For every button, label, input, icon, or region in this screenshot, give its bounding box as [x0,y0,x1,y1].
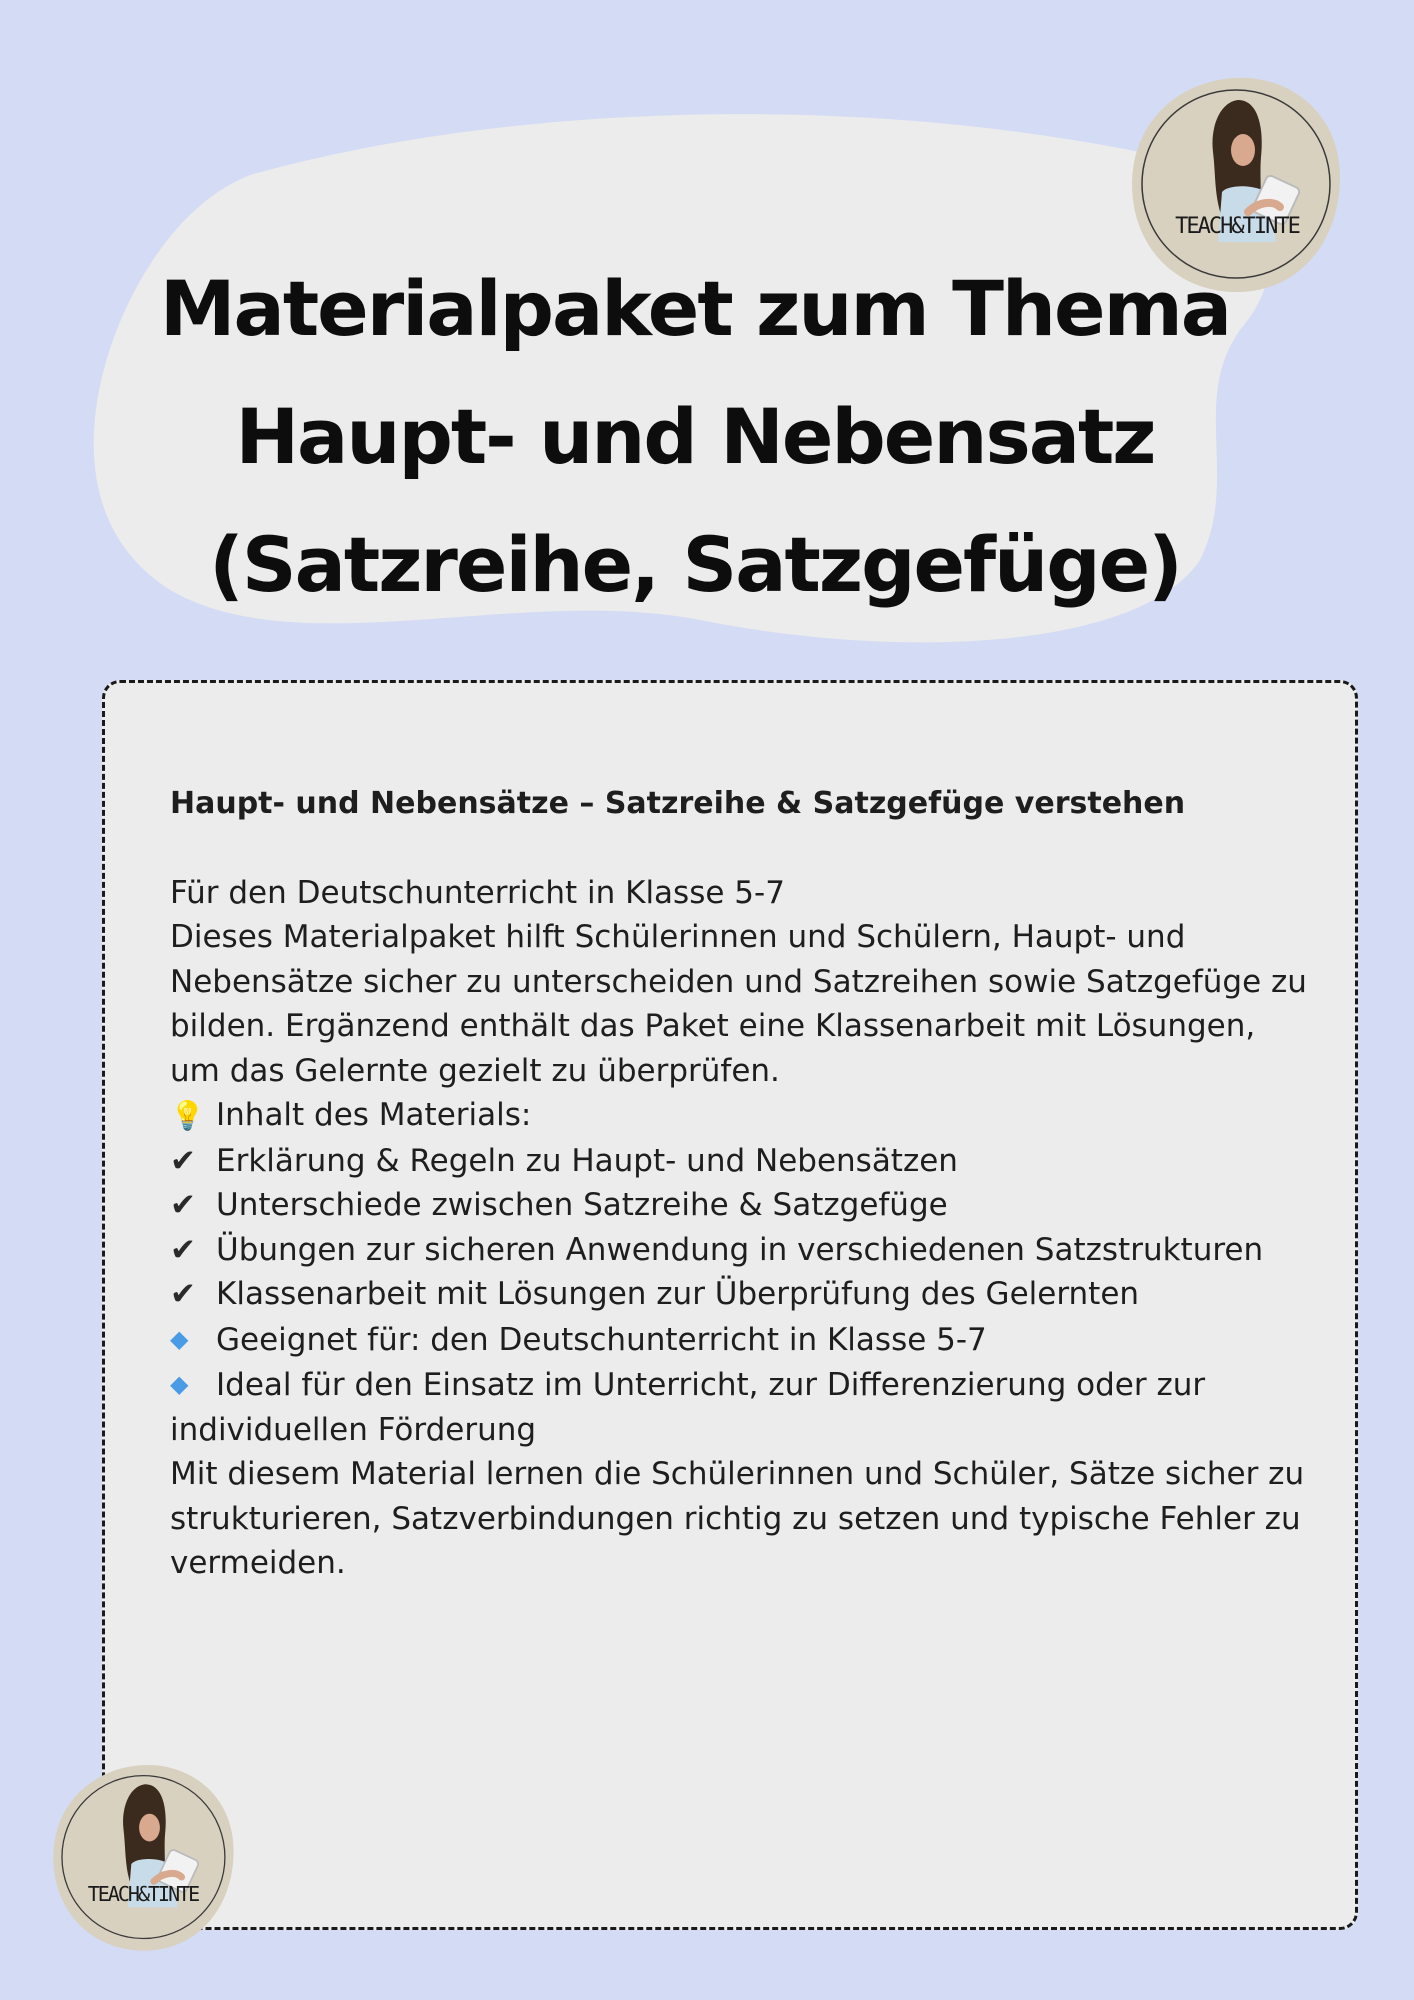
description-heading: Haupt- und Nebensätze – Satzreihe & Satzgefüge verstehen [170,786,1186,821]
checkmark-icon: ✔ [170,1276,196,1312]
intro-line: Für den Deutschunterricht in Klasse 5-7 [170,874,785,911]
logo-text: TEACH&TINTE [87,1882,199,1906]
intro-paragraph: Dieses Materialpaket hilft Schülerinnen und Schülern, Haupt- und Nebensätze sicher zu unterscheiden und Satzreihen sowie Satzgefüge zu bilden. Ergänzend enthält das Paket eine Klassenarbeit mit Lösungen, um das Gelernte gezielt zu überprüfen. [170,919,1307,1089]
blue-diamond-icon: ◆ [170,1324,189,1353]
checkmark-icon: ✔ [170,1187,196,1223]
list-item: ◆ Ideal für den Einsatz im Unterricht, zur Differenzierung oder zur individuellen Förderung [170,1362,1310,1452]
blue-diamond-icon: ◆ [170,1370,189,1398]
list-item: ◆ Geeignet für: den Deutschunterricht in Klasse 5-7 [170,1317,1310,1363]
list-item: ✔ Unterschiede zwischen Satzreihe & Satzgefüge [170,1183,1310,1228]
title-line-3: (Satzreihe, Satzgefüge) [209,520,1181,609]
title-line-1: Materialpaket zum Thema [159,264,1231,353]
list-item: ✔ Übungen zur sicheren Anwendung in verschiedenen Satzstrukturen [170,1228,1310,1273]
contents-label-row [170,1093,1310,1139]
lightbulb-icon: 💡 [170,1099,205,1132]
closing-paragraph: Mit diesem Material lernen die Schülerinnen und Schüler, Sätze sicher zu strukturieren, Satzverbindungen richtig zu setzen und typische Fehler zu vermeiden. [170,1456,1305,1581]
checkmark-icon: ✔ [170,1142,196,1179]
list-item: ✔ Klassenarbeit mit Lösungen zur Überprüfung des Gelernten [170,1272,1310,1317]
logo-text: TEACH&TINTE [1175,214,1299,239]
description-content [170,782,1310,1586]
logo-bottom-left [48,1760,238,1955]
list-item: ✔ Erklärung & Regeln zu Haupt- und Nebensätzen [170,1139,1310,1184]
contents-label: Inhalt des Materials: [216,1097,532,1133]
page-title [150,245,1240,629]
logo-badge-icon [48,1760,238,1955]
title-line-2: Haupt- und Nebensatz [235,392,1155,481]
checkmark-icon: ✔ [170,1231,196,1268]
